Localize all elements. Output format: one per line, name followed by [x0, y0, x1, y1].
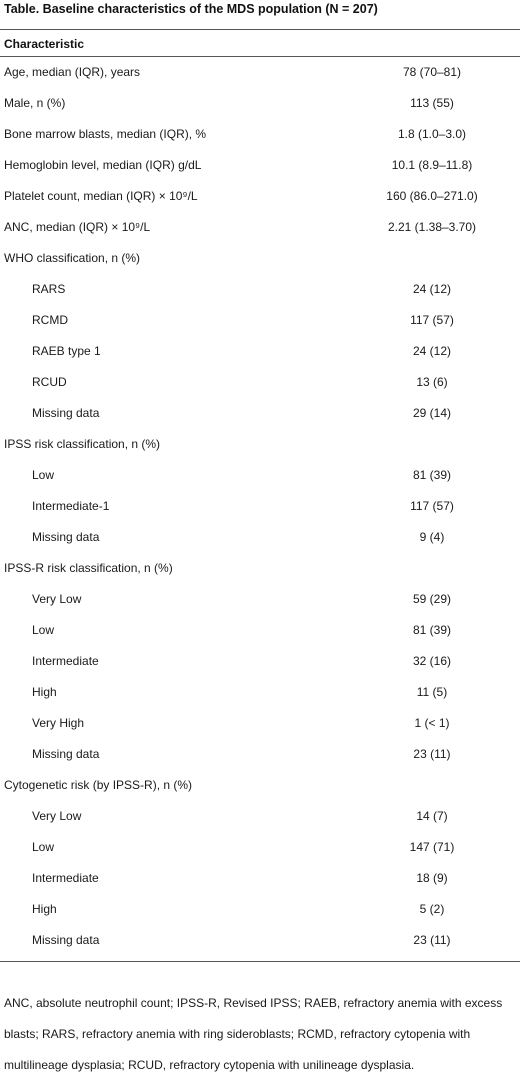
row-value: 24 (12) — [412, 344, 452, 358]
row-label: Male, n (%) — [4, 96, 66, 110]
row-label: Low — [32, 468, 55, 482]
row-value: 10.1 (8.9–11.8) — [391, 158, 473, 172]
table-row — [0, 436, 520, 460]
table-row — [0, 591, 520, 615]
row-value: 147 (71) — [409, 840, 455, 854]
row-label: IPSS risk classification, n (%) — [4, 437, 161, 451]
row-label: RCUD — [32, 375, 67, 389]
table-row — [0, 343, 520, 367]
row-value: 23 (11) — [413, 747, 451, 761]
row-label: Platelet count, median (IQR) × 10⁹/L — [4, 189, 198, 203]
row-value: 81 (39) — [412, 468, 452, 482]
table-row — [0, 95, 520, 119]
row-value: 2.21 (1.38–3.70) — [387, 220, 477, 234]
row-value: 29 (14) — [412, 406, 452, 420]
row-value: 5 (2) — [419, 902, 445, 916]
row-value: 9 (4) — [419, 530, 445, 544]
row-label: Low — [32, 623, 55, 637]
row-value: 78 (70–81) — [402, 65, 462, 79]
table-row — [0, 808, 520, 832]
table-row — [0, 405, 520, 429]
row-value: 1 (< 1) — [414, 716, 450, 730]
row-value: 113 (55) — [410, 96, 454, 110]
table-row — [0, 312, 520, 336]
top-rule — [0, 29, 520, 30]
table-row — [0, 932, 520, 956]
header-rule — [0, 56, 520, 57]
table-row — [0, 467, 520, 491]
row-label: Bone marrow blasts, median (IQR), % — [4, 127, 207, 141]
table-title: Table. Baseline characteristics of the MDS population (N = 207) — [4, 2, 378, 16]
table-row — [0, 157, 520, 181]
table-row — [0, 746, 520, 770]
row-value: 32 (16) — [412, 654, 452, 668]
column-header-characteristic: Characteristic — [4, 37, 85, 51]
row-label: WHO classification, n (%) — [4, 251, 141, 265]
table-row — [0, 281, 520, 305]
row-label: Very High — [32, 716, 85, 730]
row-label: Intermediate — [32, 654, 99, 668]
table-footnote: ANC, absolute neutrophil count; IPSS-R, Revised IPSS; RAEB, refractory anemia with excess blasts; RARS, refractory anemia with ring sideroblasts; RCMD, refractory cytopenia with multilineage dysplasia; RCUD, refractory cytopenia with unilineage dysplasia. — [4, 996, 503, 1072]
row-value: 117 (57) — [410, 313, 454, 327]
table-row — [0, 870, 520, 894]
row-label: Very Low — [32, 592, 82, 606]
table-row — [0, 188, 520, 212]
row-label: Intermediate — [32, 871, 99, 885]
row-label: Intermediate-1 — [32, 499, 110, 513]
table-row — [0, 64, 520, 88]
row-label: RARS — [32, 282, 66, 296]
bottom-rule — [0, 961, 520, 962]
row-label: IPSS-R risk classification, n (%) — [4, 561, 173, 575]
table-row — [0, 126, 520, 150]
row-label: ANC, median (IQR) × 10⁹/L — [4, 220, 151, 234]
row-value: 59 (29) — [412, 592, 452, 606]
row-value: 11 (5) — [416, 685, 448, 699]
row-label: Age, median (IQR), years — [4, 65, 141, 79]
row-label: Missing data — [32, 406, 100, 420]
table-row — [0, 653, 520, 677]
table-row — [0, 498, 520, 522]
row-value: 160 (86.0–271.0) — [386, 189, 478, 203]
table-row — [0, 777, 520, 801]
row-label: RAEB type 1 — [32, 344, 101, 358]
row-value: 24 (12) — [412, 282, 452, 296]
row-value: 14 (7) — [416, 809, 448, 823]
row-label: RCMD — [32, 313, 68, 327]
row-label: Low — [32, 840, 55, 854]
row-label: Missing data — [32, 747, 100, 761]
row-label: High — [32, 902, 57, 916]
row-label: Hemoglobin level, median (IQR) g/dL — [4, 158, 202, 172]
row-value: 1.8 (1.0–3.0) — [397, 127, 467, 141]
row-value: 81 (39) — [412, 623, 452, 637]
table-row — [0, 839, 520, 863]
row-value: 23 (11) — [413, 933, 451, 947]
table-row — [0, 529, 520, 553]
table-row — [0, 901, 520, 925]
row-value: 13 (6) — [416, 375, 448, 389]
row-label: Missing data — [32, 530, 100, 544]
row-value: 18 (9) — [416, 871, 448, 885]
table-row — [0, 219, 520, 243]
row-label: Missing data — [32, 933, 100, 947]
table-row — [0, 715, 520, 739]
table-row — [0, 684, 520, 708]
table-row — [0, 622, 520, 646]
table-row — [0, 250, 520, 274]
table-row — [0, 560, 520, 584]
row-label: Cytogenetic risk (by IPSS-R), n (%) — [4, 778, 193, 792]
table-row — [0, 374, 520, 398]
row-label: Very Low — [32, 809, 82, 823]
row-value: 117 (57) — [410, 499, 454, 513]
row-label: High — [32, 685, 57, 699]
